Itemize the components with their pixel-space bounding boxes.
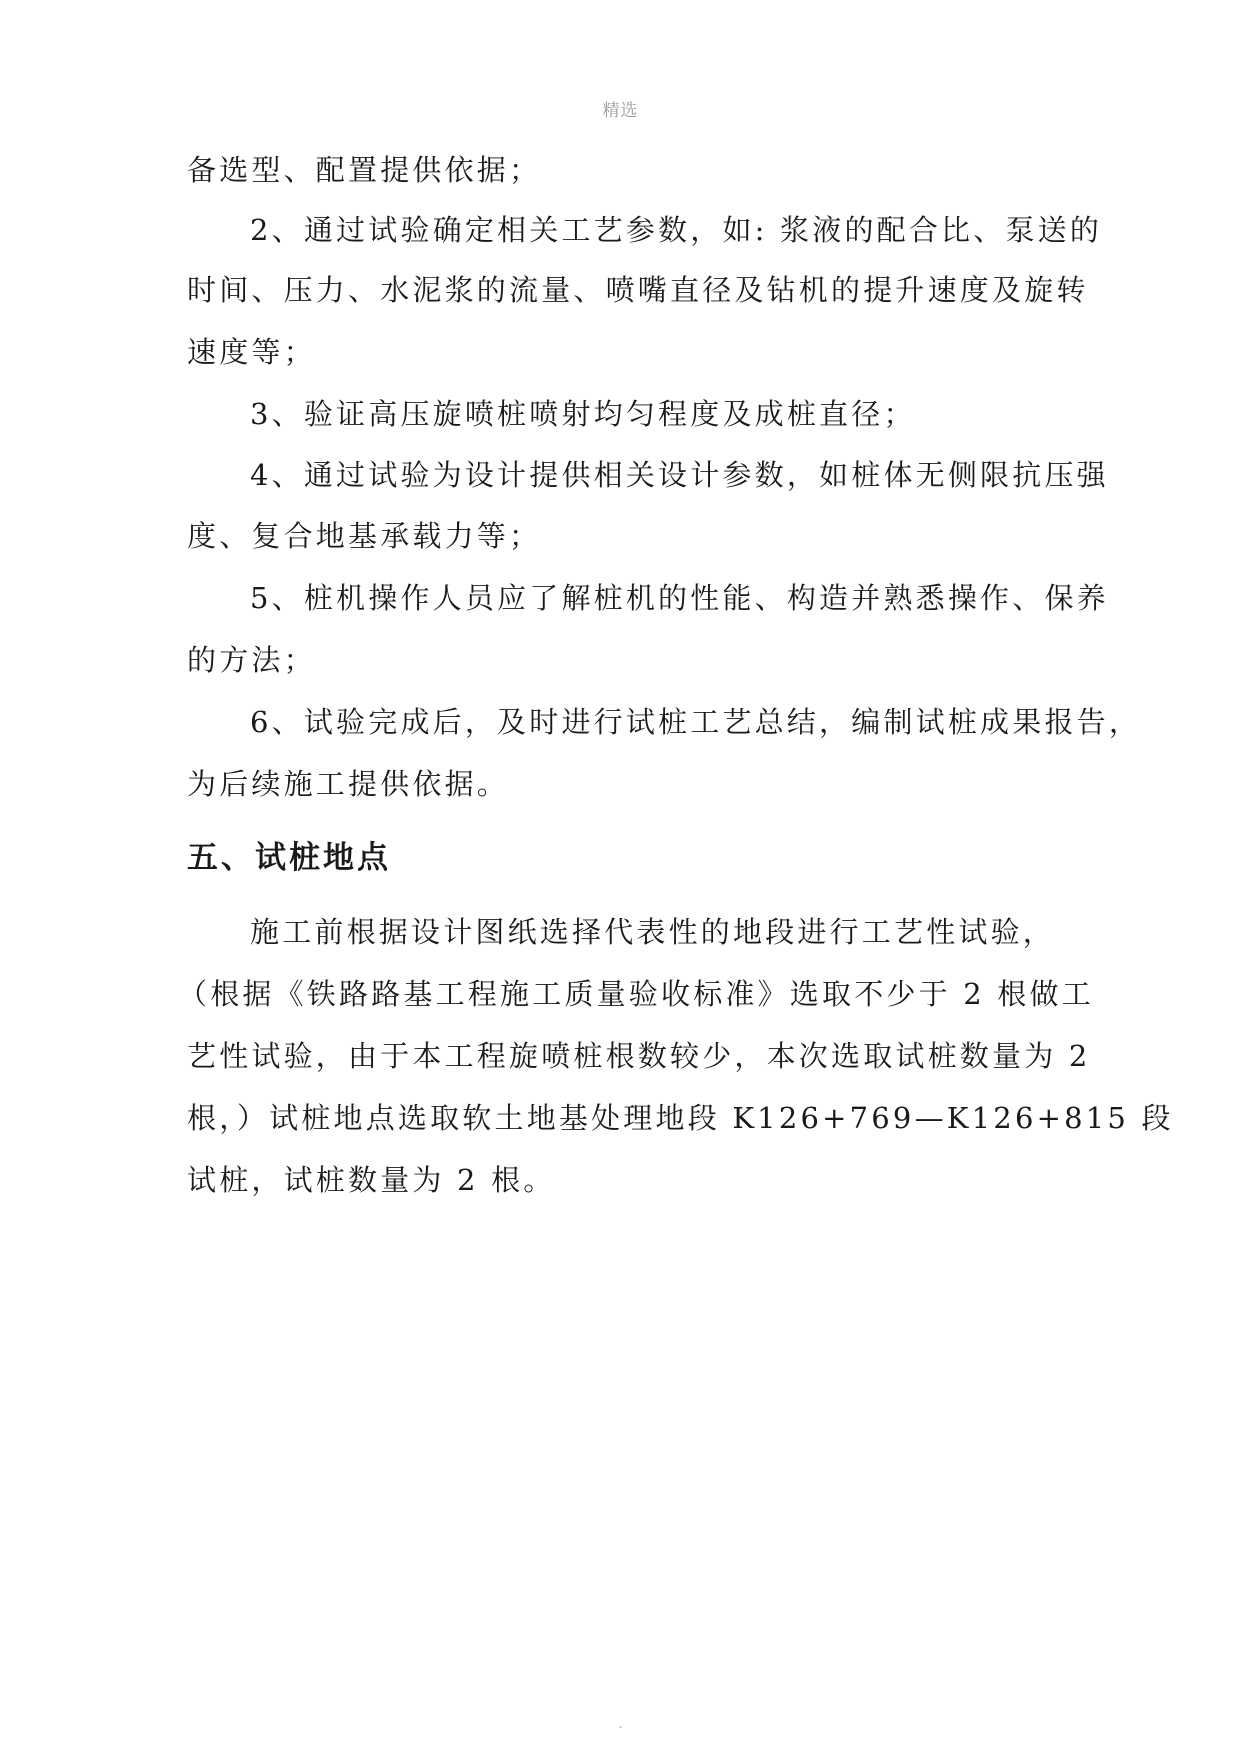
paragraph-line: 4、通过试验为设计提供相关设计参数，如桩体无侧限抗压强 [250,458,1109,492]
paragraph-line: 时间、压力、水泥浆的流量、喷嘴直径及钻机的提升速度及旋转 [187,273,1089,307]
paragraph-line: 3、验证高压旋喷桩喷射均匀程度及成桩直径； [250,397,916,431]
paragraph-line: 2、通过试验确定相关工艺参数，如: 浆液的配合比、泵送的 [250,213,1103,247]
paragraph-line: 艺性试验，由于本工程旋喷桩根数较少，本次选取试桩数量为 2 [187,1039,1091,1073]
paragraph-line: 速度等； [187,335,316,369]
paragraph-line: （根据《铁路路基工程施工质量验收标准》选取不少于 2 根做工 [178,977,1094,1011]
section-heading: 五、试桩地点 [187,840,391,876]
page-header: 精选 [602,101,639,121]
paragraph-line: 5、桩机操作人员应了解桩机的性能、构造并熟悉操作、保养 [250,581,1109,615]
paragraph-line: 6、试验完成后，及时进行试桩工艺总结，编制试桩成果报告， [250,705,1142,739]
paragraph-line: 度、复合地基承载力等； [187,519,542,553]
paragraph-line: 备选型、配置提供依据； [187,153,542,187]
paragraph-line: 试桩，试桩数量为 2 根。 [187,1163,556,1197]
paragraph-line: 施工前根据设计图纸选择代表性的地段进行工艺性试验， [250,915,1056,949]
page-footer: . [618,1716,623,1732]
paragraph-line: 根，）试桩地点选取软土地基处理地段 K126+769—K126+815 段 [187,1101,1174,1135]
paragraph-line: 为后续施工提供依据。 [187,767,510,801]
paragraph-line: 的方法； [187,643,316,677]
